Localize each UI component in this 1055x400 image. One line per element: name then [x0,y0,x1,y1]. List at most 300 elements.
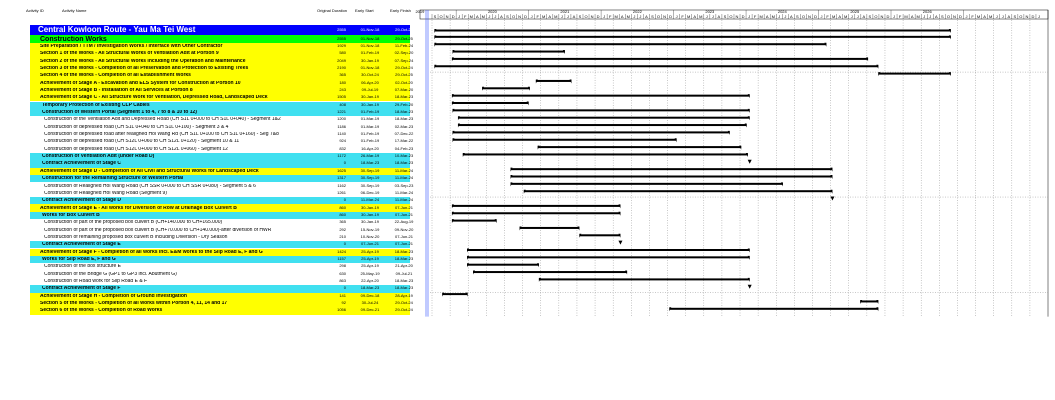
start-date-cell: 09-Dec-21 [360,308,380,313]
duration-cell: 1162 [337,183,346,188]
month-tick-label: A [620,14,624,19]
start-date-cell: 01-Nov-18 [360,36,380,41]
month-tick-label: O [656,14,661,19]
start-date-cell: 01-Feb-19 [360,110,380,115]
month-tick-label: F [826,14,829,19]
start-date-cell: 30-Sep-19 [360,176,380,181]
start-date-cell: 01-Nov-18 [360,27,380,32]
duration-cell: 141 [339,293,346,298]
month-tick-label: A [548,14,552,19]
finish-date-cell: 11-Mar-24 [394,190,414,195]
month-tick-label: A [765,14,769,19]
duration-cell: 832 [339,146,346,151]
bar-end-cap [618,204,620,208]
finish-date-cell: 07-Mar-20 [394,87,414,92]
month-tick-label: N [735,14,739,19]
finish-date-cell: 07-Jun-21 [394,242,413,247]
duration-cell: 860 [339,212,346,217]
month-tick-label: O [511,14,516,19]
duration-cell: 1424 [337,249,346,254]
duration-cell: 1505 [337,95,346,100]
bar-end-cap [866,57,868,61]
start-date-cell: 30-Jan-19 [360,95,379,100]
activity-bar [434,43,826,45]
month-tick-label: N [952,14,956,19]
start-date-cell: 01-Mar-19 [360,124,380,129]
bar-end-cap [746,153,748,157]
month-tick-label: S [723,14,727,19]
month-tick-label: J [995,14,998,19]
start-date-cell: 30-Jan-19 [360,102,379,107]
duration-cell: 1056 [337,308,346,313]
activity-bar [458,117,750,119]
finish-date-cell: 11-Mar-24 [394,176,414,181]
start-date-cell: 01-Mar-19 [360,117,380,122]
month-tick-label: M [916,14,920,19]
year-tick-label: 2023 [705,9,715,14]
activity-bar [860,300,878,302]
activity-name: Contract Achievement of Stage F [42,286,121,292]
month-tick-label: M [699,14,703,19]
month-tick-label: F [463,14,467,19]
finish-date-cell: 18-Mar-23 [394,110,414,115]
bar-end-cap [748,109,750,113]
month-tick-label: O [584,14,588,19]
bar-end-cap [570,79,572,83]
activity-bar [539,278,750,280]
start-date-cell: 18-Mar-23 [360,161,380,166]
month-tick-label: D [1031,14,1035,19]
bar-end-cap [748,94,750,98]
bar-start-cap [511,175,513,179]
activity-bar [536,80,572,82]
activity-bar [452,95,750,97]
bar-end-cap [748,256,750,260]
month-tick-label: J [929,14,932,19]
month-tick-label: J [893,14,896,19]
activity-name: Construction of remaining proposed box culvert B including Diversion - Dry Season [44,234,228,240]
activity-name: Contract Achievement of Stage D [42,198,121,204]
activity-bar [579,234,620,236]
month-tick-label: J [820,14,823,19]
finish-date-cell: 09-Nov-20 [394,227,414,232]
activity-bar [473,271,627,273]
start-date-cell: 16-Apr-20 [361,146,379,151]
activity-name: Achievement of Stage H - Completion of Ground Investigation [40,293,187,299]
activity-name: Construction of depressed road (CH S1L 0+040 to CH S1L 0+100) - Segment 3 & 4 [44,124,229,130]
month-tick-label: O [1019,14,1023,19]
duration-cell: 0 [343,198,346,203]
activity-bar [452,212,621,214]
activity-bar [463,153,748,155]
activity-bar [453,131,730,133]
start-date-cell: 30-Sep-19 [360,168,380,173]
duration-cell: 0 [343,286,346,291]
activity-bar [453,109,750,111]
year-tick-label: 2025 [850,9,860,14]
finish-date-cell: 07-Jun-21 [394,205,413,210]
finish-date-cell: 02-Mar-23 [394,124,414,129]
finish-date-cell: 03-Sep-23 [394,183,414,188]
bar-end-cap [830,175,832,179]
finish-date-cell: 28-Apr-19 [395,293,413,298]
month-tick-label: J [965,14,968,19]
activity-name: Construction for the Remaining Structure of Western Portal [42,176,184,182]
milestone-marker [748,160,752,164]
bar-start-cap [579,234,581,238]
activity-bar [511,183,783,185]
bar-start-cap [434,35,436,39]
bar-end-cap [830,168,832,172]
month-tick-label: A [983,14,986,19]
bar-start-cap [452,94,454,98]
bar-end-cap [876,307,878,311]
activity-name: Section 4 of the Works - Completion of all Establishment Works [40,73,191,79]
activity-bar [453,51,565,53]
activity-name: Works for Slip Road E, F and G [42,257,116,263]
month-tick-label: S [941,14,944,19]
timescale-frame [420,10,1048,19]
activity-bar [878,73,950,75]
activity-bar [452,102,529,104]
finish-date-cell: 07-Jun-21 [394,234,413,239]
duration-cell: 180 [339,80,346,85]
bar-start-cap [452,219,454,223]
finish-date-cell: 02-Sep-20 [394,51,414,56]
year-tick-label: 2019 [415,9,425,14]
activity-name: Temporary Protection of Existing CLP Cables [42,102,150,108]
duration-cell: 1172 [337,154,346,159]
start-date-cell: 22-Apr-20 [361,279,379,284]
start-date-cell: 11-Mar-24 [360,198,380,203]
finish-date-cell: 18-Mar-23 [394,279,414,284]
month-tick-label: J [494,14,497,19]
month-tick-label: D [451,14,455,19]
duration-cell: 365 [339,220,346,225]
month-tick-label: J [566,14,569,19]
activity-name: Achievement of Stage C - All Structure Work for Ventilation, Depressed Road, Landscaped Deck [40,95,268,101]
activity-bar [538,146,742,148]
month-tick-label: J [856,14,859,19]
activity-name: Section 3 of the Works - Completion of all Preservation and Protection to Existing Trees [40,65,249,71]
finish-date-cell: 29-Oct-25 [395,36,413,41]
bar-start-cap [434,29,436,33]
bar-start-cap [511,168,513,172]
month-tick-label: J [633,14,636,19]
finish-date-cell: 29-Oct-25 [395,73,413,78]
month-tick-label: O [439,14,443,19]
duration-cell: 210 [339,234,346,239]
month-tick-label: M [759,14,763,19]
bar-start-cap [669,307,671,311]
bar-end-cap [748,278,750,282]
bar-start-cap [524,190,526,194]
bar-end-cap [495,219,497,223]
bar-start-cap [536,79,538,83]
duration-cell: 2555 [337,27,346,32]
month-tick-label: D [524,14,528,19]
month-tick-label: S [796,14,799,19]
activity-name: Achievement of Stage F - Completion of all works incl. E&M works to the Slip Road E, F and G [40,249,263,255]
bar-end-cap [618,212,620,216]
month-tick-label: M [988,14,993,19]
month-tick-label: J [675,14,678,19]
month-tick-label: M [687,14,691,19]
bar-start-cap [467,249,469,253]
month-tick-label: F [608,14,612,19]
start-date-cell: 18-Mar-23 [360,286,380,291]
duration-cell: 1317 [337,176,346,181]
month-tick-label: A [693,14,697,19]
month-tick-label: J [1001,14,1004,19]
bar-start-cap [463,153,465,157]
duration-cell: 243 [339,87,346,92]
bar-end-cap [577,226,579,230]
start-date-cell: 25-Apr-19 [361,264,379,269]
month-tick-label: S [868,14,872,19]
bar-start-cap [453,109,455,113]
start-date-cell: 25-Apr-19 [361,257,379,262]
activity-name: Contract Achievement of Stage E [42,242,121,248]
activity-name: Construction of depressed road (CH S12L 0+000 to CH S12L 0+060) - Segment 12 [44,146,228,152]
bar-end-cap [748,249,750,253]
month-tick-label: O [801,14,805,19]
start-date-cell: 25-May-19 [360,271,380,276]
start-date-cell: 30-Jan-19 [360,220,379,225]
bar-end-cap [876,300,878,304]
activity-bar [467,264,539,266]
month-tick-label: O [729,14,733,19]
duration-cell: 2555 [337,36,346,41]
finish-date-cell: 18-Mar-23 [394,161,414,166]
month-tick-label: M [626,14,630,19]
month-tick-label: N [518,14,522,19]
duration-cell: 1625 [337,168,346,173]
col-start[interactable]: Early Start [355,8,374,13]
duration-cell: 1261 [337,190,346,195]
finish-date-cell: 18-Mar-23 [394,257,414,262]
month-tick-label: S [506,14,509,19]
activity-name: Construction of Western Portal (Segment 1 to 4, 7 to 8 & 10 to 12) [42,110,197,116]
duration-cell: 408 [339,102,346,107]
bar-end-cap [527,102,529,106]
month-tick-label: M [904,14,908,19]
month-tick-label: J [603,14,606,19]
bar-start-cap [453,131,455,135]
month-tick-label: D [669,14,673,19]
finish-date-cell: 29-Oct-24 [395,301,413,306]
activity-name: Contract Achievement of Stage C [42,161,121,167]
activity-name: Construction Works [40,35,107,43]
activity-name: Construction of the Bridge G (GP1 to GP3 incl. Abutment G) [44,271,177,277]
bar-start-cap [482,87,484,91]
month-tick-label: D [886,14,890,19]
duration-cell: 0 [343,242,346,247]
year-tick-label: 2022 [632,9,642,14]
activity-bar [452,205,621,207]
month-tick-label: J [1037,14,1040,19]
month-tick-label: J [560,14,563,19]
year-tick-label: 2020 [487,9,497,14]
activity-name: Central Kowloon Route - Yau Ma Tei West [38,26,196,34]
finish-date-cell: 11-Feb-24 [394,43,414,48]
bar-end-cap [563,50,565,54]
start-date-cell: 26-Mar-19 [360,154,380,159]
finish-date-cell: 18-Mar-23 [394,117,414,122]
start-date-cell: 01-Nov-18 [360,43,380,48]
month-tick-label: A [910,14,914,19]
activity-bar [434,30,950,32]
month-tick-label: N [663,14,666,19]
activity-name: Construction of part of the proposed box culvert B (CH+140.000 to CH+165.000) [44,220,223,226]
bar-end-cap [949,35,951,39]
month-tick-label: F [681,14,684,19]
bar-end-cap [824,43,826,47]
month-tick-label: A [934,14,938,19]
bar-end-cap [748,116,750,120]
col-activity-id[interactable]: Activity ID [26,8,44,13]
bar-end-cap [781,182,783,186]
month-tick-label: M [844,14,848,19]
duration-cell: 0 [343,161,346,166]
start-date-cell: 30-Oct-24 [361,73,379,78]
duration-cell: 1140 [337,132,346,137]
month-tick-label: A [790,14,793,19]
duration-cell: 92 [341,301,346,306]
activity-name: Construction of Realigned Hoi Wang Road (CH SSR 0+000 to CH SSR 0+080) - Segment 5 & 6 [44,183,256,189]
start-date-cell: 10-Nov-20 [360,234,380,239]
month-tick-label: J [639,14,642,19]
start-date-cell: 30-Jan-19 [360,212,379,217]
activity-bar [434,36,950,38]
milestone-marker [618,241,622,245]
month-tick-label: S [651,14,654,19]
month-tick-label: A [645,14,648,19]
finish-date-cell: 02-Oct-20 [395,80,413,85]
duration-cell: 292 [339,227,346,232]
start-date-cell: 06-Apr-20 [361,80,379,85]
activity-name: Construction of Realigned Hoi Wang Road (Segment 9) [44,190,167,196]
duration-cell: 1221 [337,110,346,115]
finish-date-cell: 09-Jul-21 [395,271,413,276]
month-tick-label: A [717,14,721,19]
month-tick-label: S [578,14,582,19]
bar-end-cap [876,65,878,69]
month-tick-label: J [458,14,461,19]
month-tick-label: A [838,14,842,19]
activity-bar [520,227,580,229]
bar-end-cap [728,131,730,135]
finish-date-cell: 29-Feb-20 [394,102,414,107]
start-date-cell: 06-Dec-19 [360,190,380,195]
finish-date-cell: 04-Feb-23 [394,146,414,151]
finish-date-cell: 29-Oct-25 [395,27,413,32]
bar-end-cap [675,138,677,142]
month-tick-label: M [469,14,473,19]
month-tick-label: M [976,14,981,19]
finish-date-cell: 07-Sep-24 [394,58,414,63]
start-date-cell: 30-Jan-19 [360,205,379,210]
activity-bar [434,65,878,67]
bar-start-cap [473,271,475,275]
start-date-cell: 01-Feb-19 [360,132,380,137]
month-tick-label: D [741,14,745,19]
duration-cell: 1186 [337,124,346,129]
start-date-cell: 30-Jul-24 [361,301,379,306]
activity-bar [442,293,467,295]
start-date-cell: 30-Jan-19 [360,58,379,63]
activity-name: Achievement of Stage E - All works for Diversion of Row at Drainage Box Culvert B [40,205,237,211]
month-tick-label: M [831,14,836,19]
start-date-cell: 25-Apr-19 [361,249,379,254]
activity-bar [467,249,750,251]
finish-date-cell: 21-Apr-20 [395,264,413,269]
start-date-cell: 09-Dec-18 [360,293,380,298]
duration-cell: 365 [339,73,346,78]
bar-end-cap [745,124,747,128]
start-date-cell: 01-Feb-19 [360,51,380,56]
month-tick-label: D [596,14,600,19]
finish-date-cell: 18-Mar-23 [394,286,414,291]
bar-start-cap [452,212,454,216]
finish-date-cell: 07-Jun-21 [394,212,413,217]
col-finish[interactable]: Early Finish [390,8,411,13]
duration-cell: 1929 [337,43,346,48]
start-date-cell: 01-Feb-19 [360,139,380,144]
finish-date-cell: 29-Oct-24 [395,65,413,70]
finish-date-cell: 22-Aug-19 [394,220,414,225]
bar-end-cap [739,146,741,150]
month-tick-label: F [536,14,539,19]
start-date-cell: 07-Jun-21 [360,242,379,247]
month-tick-label: N [880,14,884,19]
month-tick-label: J [488,14,491,19]
duration-cell: 2049 [337,58,346,63]
activity-name: Construction of the Ventilation Adit and Depressed Road (CH S1L 0+000 to CH S1L 0+040) - Segment 1&2 [44,117,281,123]
activity-name: Section 5 of the Works - Completion of all works within Portion 4, 11, 14 and 17 [40,301,228,307]
finish-date-cell: 18-Mar-23 [394,249,414,254]
col-activity-name[interactable]: Activity Name [62,8,87,13]
month-tick-label: A [862,14,866,19]
bar-start-cap [520,226,522,230]
bar-end-cap [625,271,627,275]
activity-name: Achievement of Stage A - Excavation and ELS System for Construction at Portion 10 [40,80,241,86]
finish-date-cell: 11-Mar-24 [394,198,414,203]
bar-end-cap [949,72,951,76]
bar-start-cap [860,300,862,304]
bar-end-cap [528,87,530,91]
duration-cell: 860 [339,205,346,210]
activity-bar [524,190,833,192]
activity-bar [511,176,833,178]
col-duration[interactable]: Original Duration [317,8,348,13]
start-date-cell: 30-Sep-19 [360,183,380,188]
bar-start-cap [458,116,460,120]
month-tick-label: J [923,14,926,19]
duration-cell: 1157 [337,257,346,262]
activity-name: Achievement of Stage D - Completion of All Civil and Structural Works for Landscaped Deck [40,168,259,174]
month-tick-label: J [705,14,708,19]
month-tick-label: A [475,14,479,19]
bar-start-cap [458,124,460,128]
month-tick-label: A [572,14,576,19]
finish-date-cell: 07-Dec-22 [394,132,414,137]
activity-name: Site Preparation / TTM / Investigation Works / Interface with Other Contractor [40,43,223,49]
bar-start-cap [434,65,436,69]
duration-cell: 580 [339,51,346,56]
month-tick-label: M [614,14,618,19]
finish-date-cell: 17-Mar-22 [394,139,414,144]
